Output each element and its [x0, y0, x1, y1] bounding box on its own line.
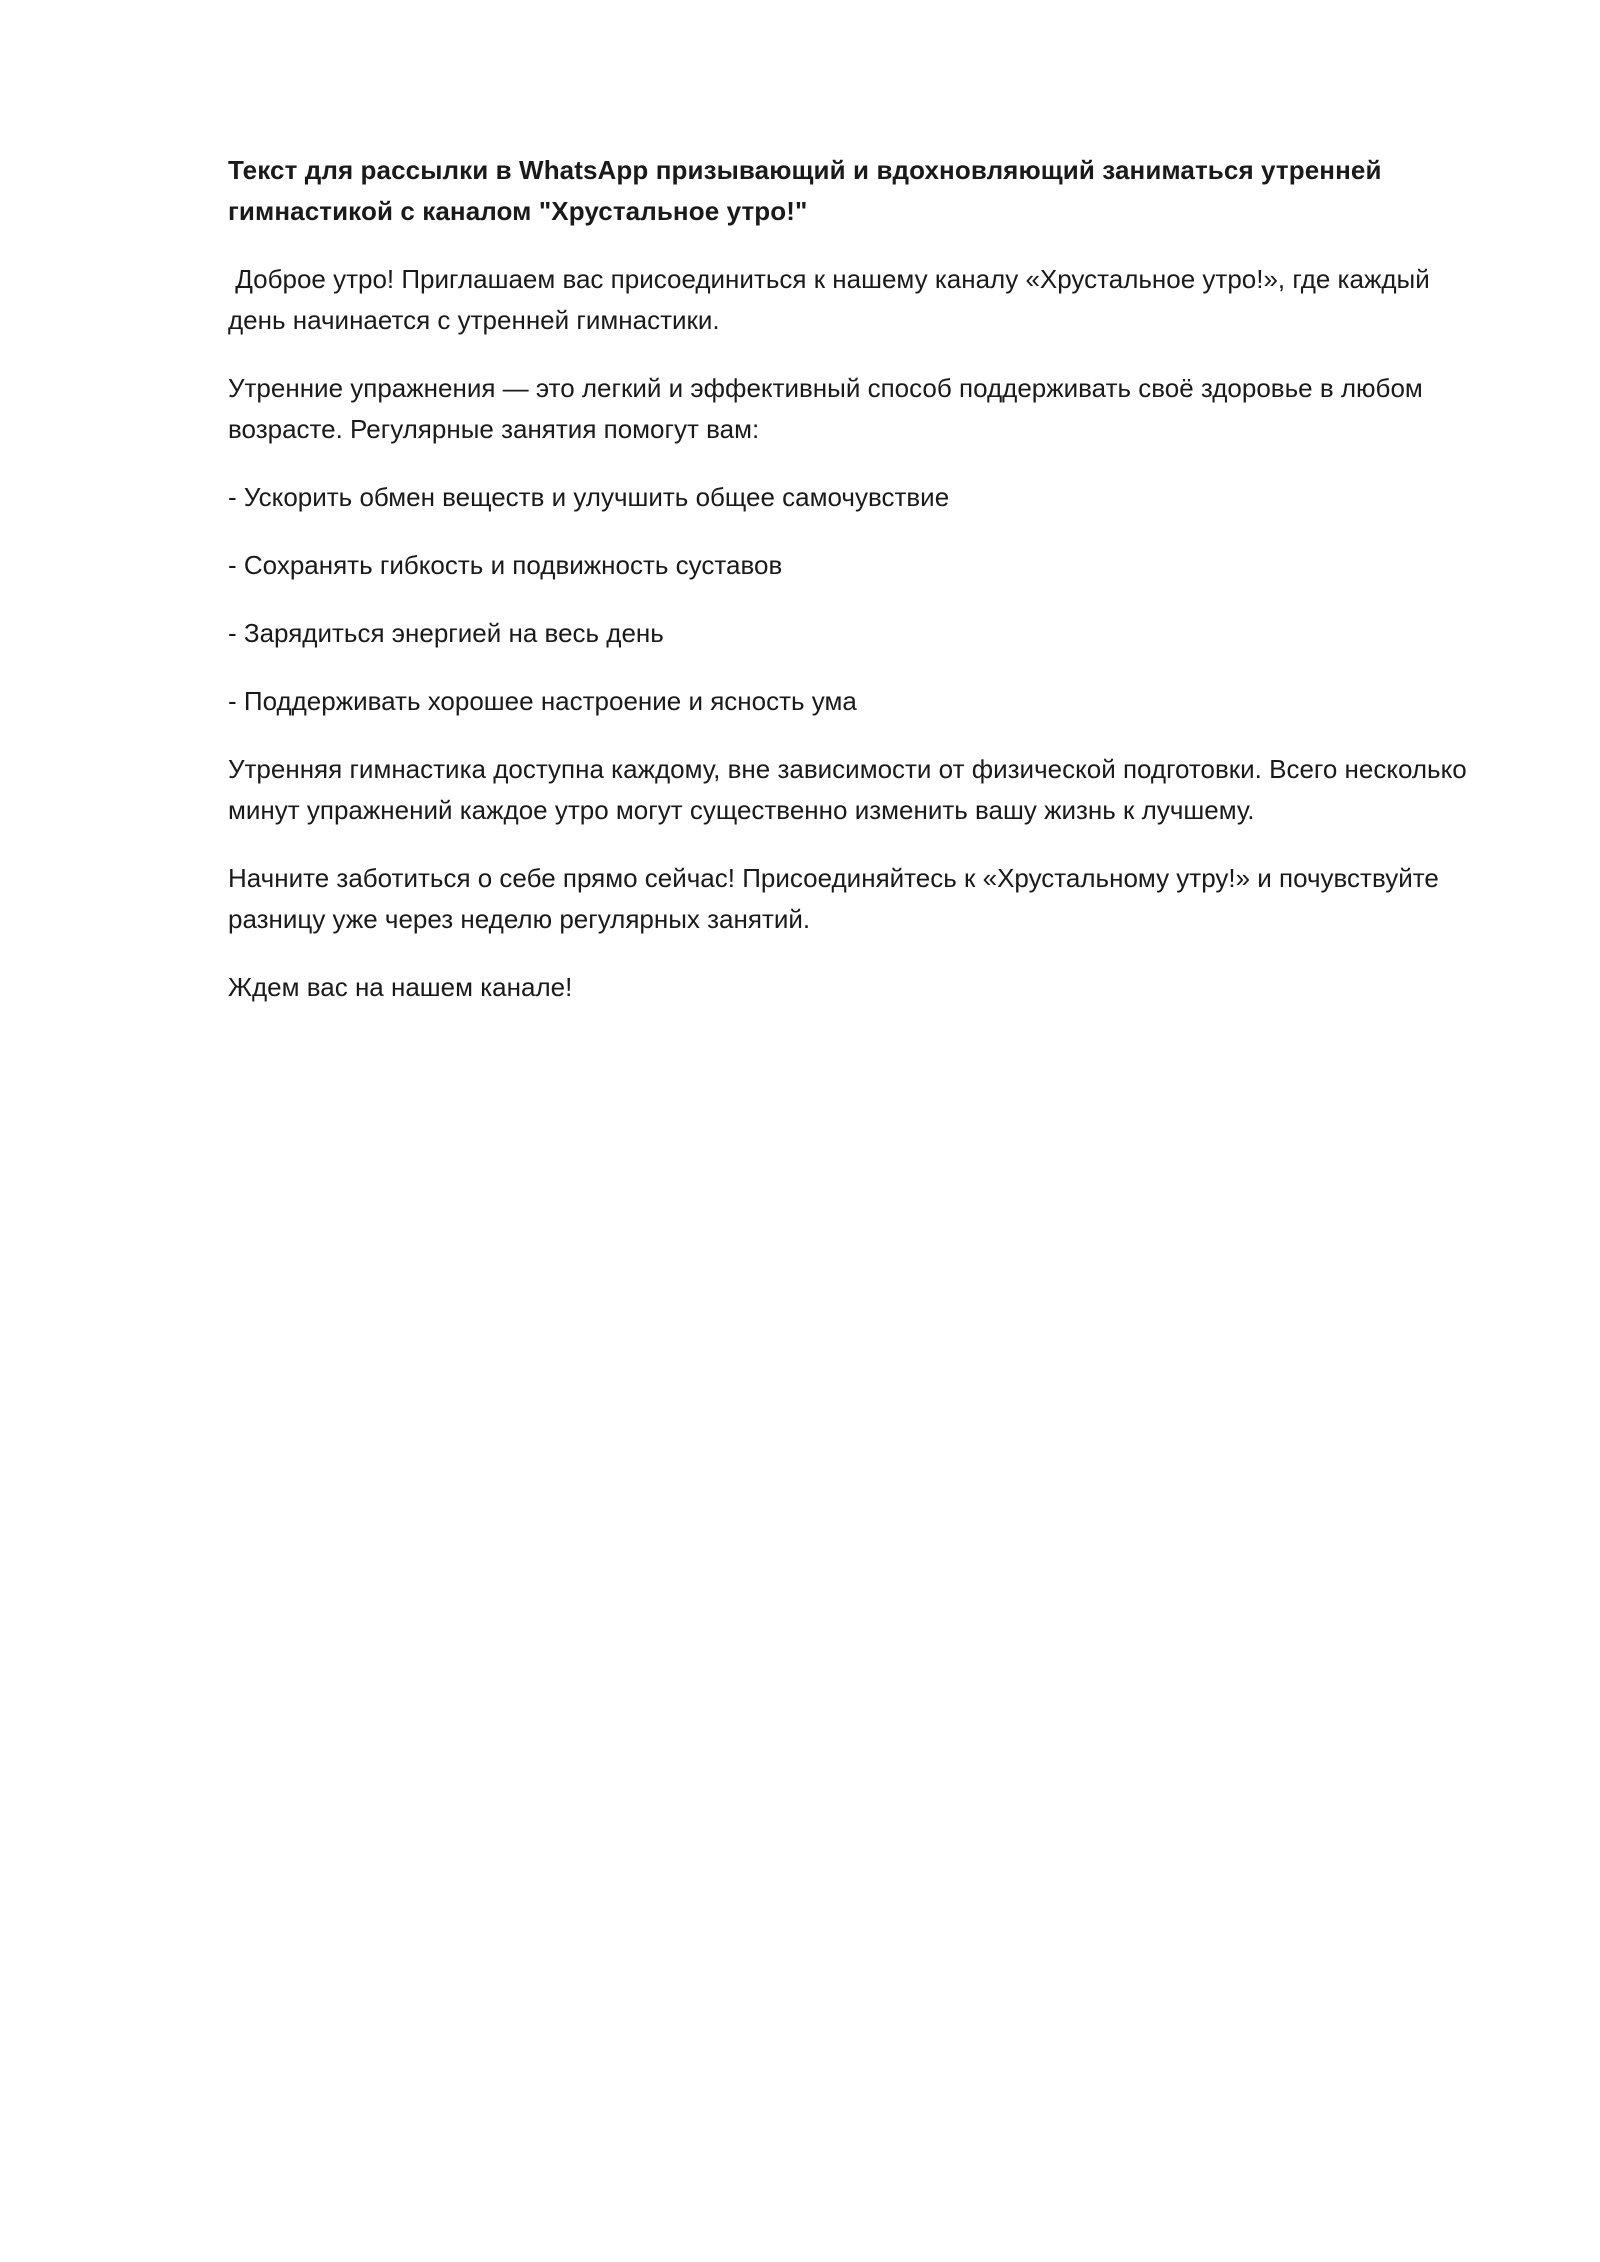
benefit-item-4: - Поддерживать хорошее настроение и ясность ума	[228, 686, 857, 716]
call-to-action-paragraph: Начните заботиться о себе прямо сейчас! Присоединяйтесь к «Хрустальному утру!» и почувствуйте разницу уже через неделю регулярных занятий.	[228, 863, 1439, 934]
benefit-item-2: - Сохранять гибкость и подвижность суставов	[228, 550, 783, 580]
benefit-item-3: - Зарядиться энергией на весь день	[228, 618, 664, 648]
benefit-item-1: - Ускорить обмен веществ и улучшить общее самочувствие	[228, 482, 950, 512]
document-title: Текст для рассылки в WhatsApp призывающий и вдохновляющий заниматься утренней гимнастикой с каналом "Хрустальное утро!"	[228, 155, 1382, 226]
accessibility-paragraph: Утренняя гимнастика доступна каждому, вне зависимости от физической подготовки. Всего несколько минут упражнений каждое утро могут существенно изменить вашу жизнь к лучшему.	[228, 754, 1467, 825]
document-body	[228, 150, 1488, 1035]
closing-line: Ждем вас на нашем канале!	[228, 972, 573, 1002]
benefits-lead-paragraph: Утренние упражнения — это легкий и эффективный способ поддерживать своё здоровье в любом возрасте. Регулярные занятия помогут вам:	[228, 373, 1423, 444]
intro-paragraph: Доброе утро! Приглашаем вас присоединиться к нашему каналу «Хрустальное утро!», где каждый день начинается с утренней гимнастики.	[228, 264, 1437, 335]
